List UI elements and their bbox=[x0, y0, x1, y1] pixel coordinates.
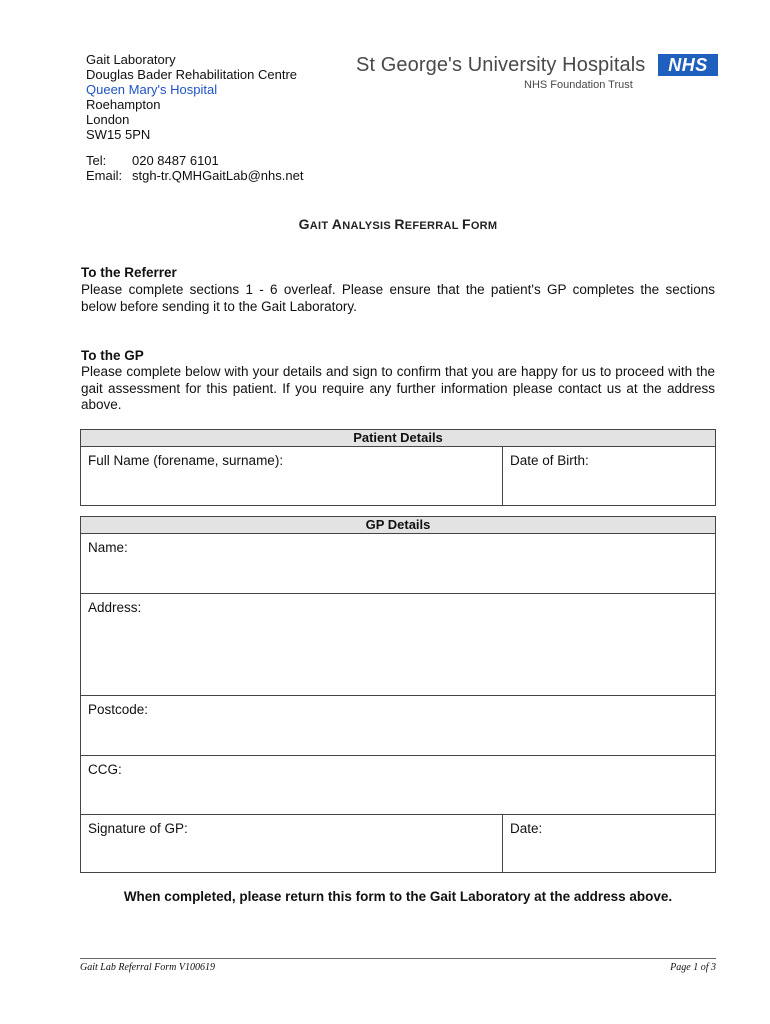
contact-block bbox=[86, 153, 303, 183]
footer-page-number: Page 1 of 3 bbox=[670, 962, 716, 973]
referrer-heading: To the Referrer bbox=[81, 265, 177, 280]
gp-details-heading: GP Details bbox=[81, 517, 715, 534]
gp-postcode-label: Postcode: bbox=[88, 702, 149, 717]
gp-note-heading: To the GP bbox=[81, 348, 144, 363]
email-value[interactable]: stgh-tr.QMHGaitLab@nhs.net bbox=[132, 168, 304, 183]
gp-signature-label: Signature of GP: bbox=[88, 821, 188, 836]
gp-address-label: Address: bbox=[88, 600, 142, 615]
gp-ccg-label: CCG: bbox=[88, 762, 122, 777]
tel-label: Tel: bbox=[86, 153, 107, 168]
full-name-label: Full Name (forename, surname): bbox=[88, 453, 284, 468]
trust-subtitle: NHS Foundation Trust bbox=[524, 79, 633, 91]
gp-date-field[interactable] bbox=[503, 815, 715, 872]
gp-address-field[interactable] bbox=[81, 594, 715, 695]
trust-logo bbox=[356, 54, 718, 94]
footer-divider bbox=[80, 958, 716, 959]
nhs-logo: NHS bbox=[658, 54, 718, 76]
address-block bbox=[86, 52, 297, 142]
gp-name-label: Name: bbox=[88, 540, 128, 555]
address-line: Gait Laboratory bbox=[86, 52, 176, 67]
full-name-field[interactable] bbox=[81, 447, 502, 506]
address-postcode: SW15 5PN bbox=[86, 127, 151, 142]
gp-note-text: Please complete below with your details and sign to confirm that you are happy for us to proceed with the gait assessment for this patient. If you require any further information please contact us at the address above. bbox=[81, 364, 715, 412]
tel-value: 020 8487 6101 bbox=[132, 153, 219, 168]
page-title: GAIT ANALYSIS REFERRAL FORM bbox=[298, 216, 498, 232]
email-label: Email: bbox=[86, 168, 123, 183]
patient-details-table bbox=[80, 429, 716, 506]
referrer-text: Please complete sections 1 - 6 overleaf. Please ensure that the patient's GP completes the sections below before sending it to the Gait Laboratory. bbox=[81, 282, 715, 314]
trust-name: St George's University Hospitals bbox=[356, 54, 646, 76]
closing-instruction: When completed, please return this form to the Gait Laboratory at the address above. bbox=[123, 889, 673, 904]
date-of-birth-label: Date of Birth: bbox=[510, 453, 589, 468]
gp-details-table bbox=[80, 516, 716, 873]
address-hospital-link[interactable]: Queen Mary's Hospital bbox=[86, 82, 218, 97]
address-line: Douglas Bader Rehabilitation Centre bbox=[86, 67, 298, 82]
footer-form-version: Gait Lab Referral Form V100619 bbox=[80, 962, 215, 973]
email-row bbox=[86, 168, 303, 183]
date-of-birth-field[interactable] bbox=[503, 447, 715, 506]
patient-details-heading: Patient Details bbox=[81, 430, 715, 447]
gp-signature-field[interactable] bbox=[81, 815, 502, 872]
tel-row bbox=[86, 153, 303, 168]
address-line: Roehampton bbox=[86, 97, 161, 112]
gp-postcode-field[interactable] bbox=[81, 696, 715, 755]
gp-ccg-field[interactable] bbox=[81, 756, 715, 814]
gp-name-field[interactable] bbox=[81, 534, 715, 593]
address-line: London bbox=[86, 112, 130, 127]
gp-date-label: Date: bbox=[510, 821, 543, 836]
